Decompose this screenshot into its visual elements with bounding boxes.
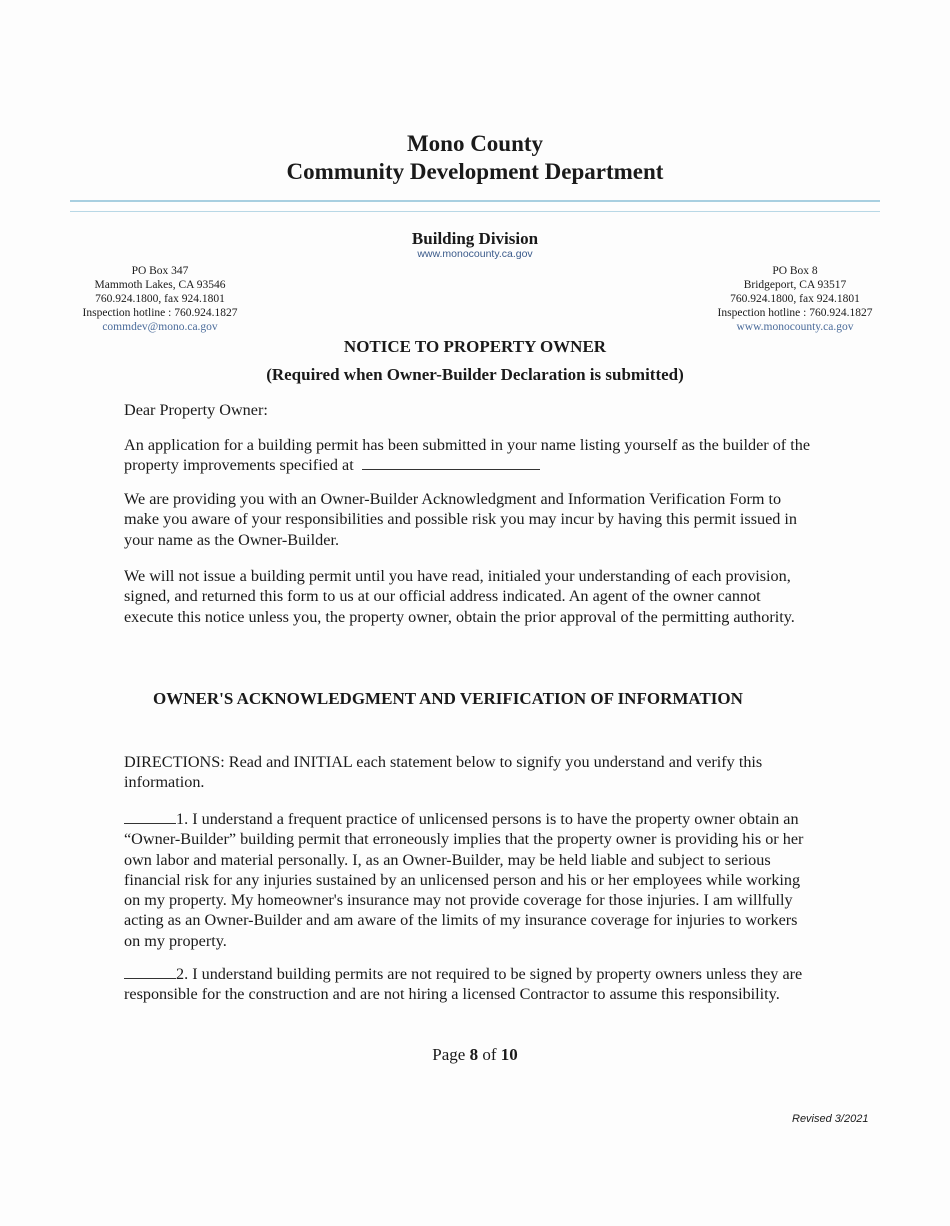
application-paragraph	[124, 435, 814, 476]
page-current: 8	[469, 1045, 479, 1064]
directions: DIRECTIONS: Read and INITIAL each statement below to signify you understand and verify this information.	[124, 753, 763, 792]
page-label: Page	[432, 1045, 466, 1064]
permit-conditions-paragraph: We will not issue a building permit until you have read, initialed your understanding of each provision, signed, and returned this form to us at our official address indicated. An agent of the owner cannot execute this notice unless you, the property owner, obtain the prior approval of the permitting authority.	[124, 567, 795, 626]
po-box: PO Box 347	[131, 265, 189, 277]
email-link[interactable]: commdev@mono.ca.gov	[102, 321, 218, 333]
statement-text: 2. I understand building permits are not required to be signed by property owners unless they are responsible for the construction and are not hiring a licensed Contractor to assume this responsibility.	[124, 965, 803, 1004]
revision-date: Revised 3/2021	[792, 1113, 869, 1125]
phone: 760.924.1800, fax 924.1801	[95, 293, 225, 305]
hotline: Inspection hotline : 760.924.1827	[717, 307, 873, 319]
initial-blank-2[interactable]	[124, 964, 176, 979]
website-link[interactable]: www.monocounty.ca.gov	[417, 248, 533, 260]
acknowledgment-title: OWNER'S ACKNOWLEDGMENT AND VERIFICATION OF INFORMATION	[153, 689, 743, 708]
website-link[interactable]: www.monocounty.ca.gov	[736, 321, 854, 333]
greeting: Dear Property Owner:	[124, 401, 268, 419]
form-purpose-paragraph: We are providing you with an Owner-Builder Acknowledgment and Information Verification Form to make you aware of your responsibilities and possible risk you may incur by having this permit issued in your name as the Owner-Builder.	[124, 490, 798, 549]
phone: 760.924.1800, fax 924.1801	[730, 293, 860, 305]
statement-text: 1. I understand a frequent practice of unlicensed persons is to have the property owner obtain an “Owner-Builder” building permit that erroneously implies that the property owner is providing his or her own labor and material personally. I, as an Owner-Builder, may be held liable and subject to serious financial risk for any injuries sustained by an unlicensed person and his or her employees while working on my property. My homeowner's insurance may not provide coverage for those injuries. I am willfully acting as an Owner-Builder and am aware of the limits of my insurance coverage for injuries to workers on my property.	[124, 810, 804, 950]
header-divider-bottom	[70, 211, 880, 212]
mammoth-office-address	[50, 264, 270, 334]
notice-title: NOTICE TO PROPERTY OWNER	[343, 337, 607, 356]
paragraph-text: An application for a building permit has been submitted in your name listing yourself as the builder of the property improvements specified at	[124, 436, 811, 475]
division-title: Building Division	[411, 229, 539, 248]
bridgeport-office-address	[685, 264, 905, 334]
hotline: Inspection hotline : 760.924.1827	[82, 307, 238, 319]
initial-blank-1[interactable]	[124, 809, 176, 824]
statement-1	[124, 809, 814, 951]
po-box: PO Box 8	[772, 265, 818, 277]
statement-2	[124, 964, 814, 1005]
county-title: Mono County	[406, 131, 544, 156]
department-title: Community Development Department	[286, 159, 664, 184]
page-number	[0, 1045, 950, 1065]
notice-subtitle: (Required when Owner-Builder Declaration is submitted)	[266, 365, 684, 384]
header-divider-top	[70, 200, 880, 202]
city: Mammoth Lakes, CA 93546	[94, 279, 226, 291]
property-address-blank[interactable]	[362, 455, 540, 470]
page-of: of	[482, 1045, 497, 1064]
page-total: 10	[500, 1045, 518, 1064]
city: Bridgeport, CA 93517	[743, 279, 847, 291]
